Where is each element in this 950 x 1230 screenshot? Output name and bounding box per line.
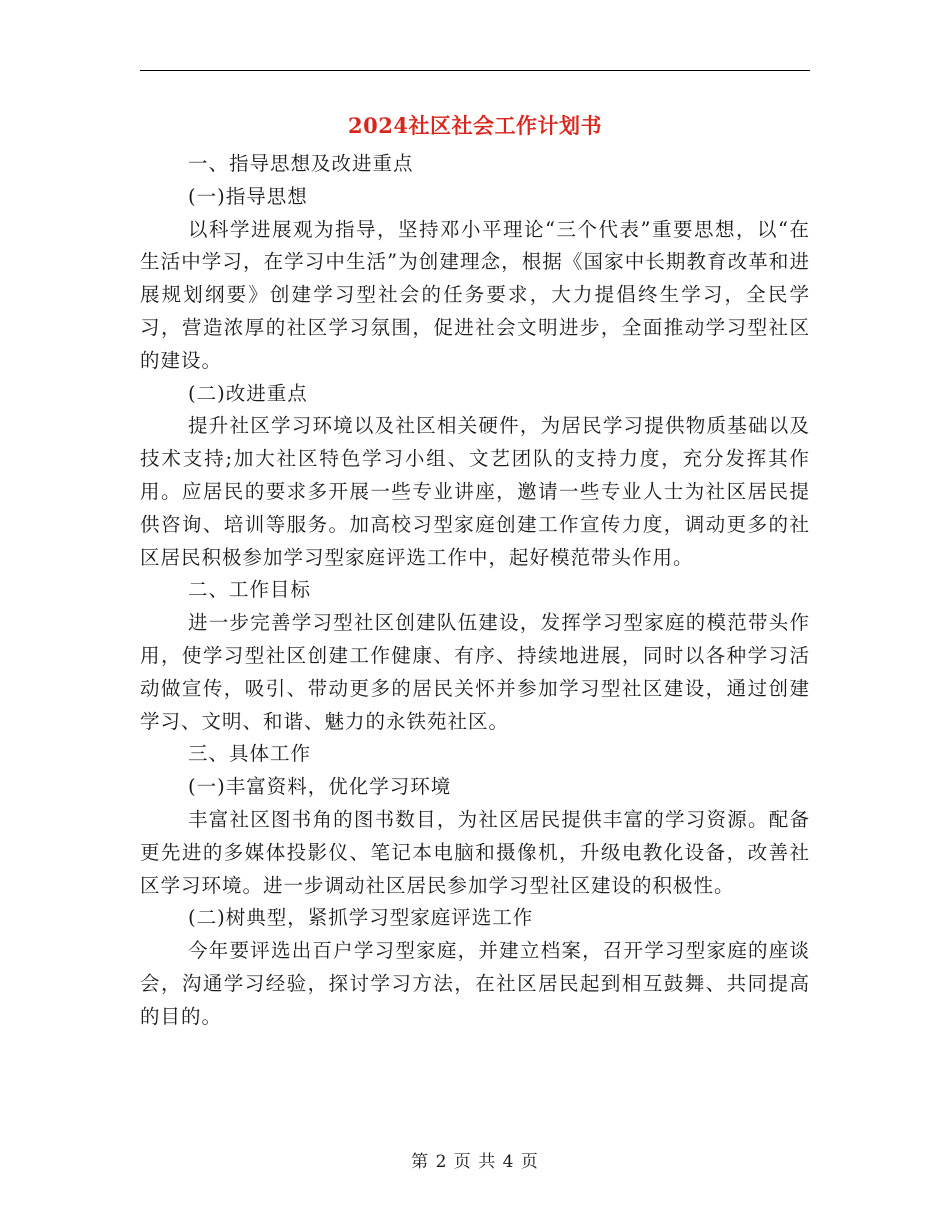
paragraph-enrich-resources: 丰富社区图书角的图书数目，为社区居民提供丰富的学习资源。配备更先进的多媒体投影仪、笔记本电脑和摄像机，升级电教化设备，改善社区学习环境。进一步调动社区居民参加学习型社区建设的积极性。 [140,807,810,897]
header-rule [140,70,810,71]
subsection-heading-3-1: (一)丰富资料，优化学习环境 [188,775,452,799]
section-heading-3: 三、具体工作 [188,742,312,766]
subsection-heading-3-2: (二)树典型，紧抓学习型家庭评选工作 [188,906,534,930]
paragraph-guiding-thought: 以科学进展观为指导，坚持邓小平理论“三个代表”重要思想，以“在生活中学习，在学习中生活”为创建理念，根据《国家中长期教育改革和进展规划纲要》创建学习型社会的任务要求，大力提倡终生学习，全民学习，营造浓厚的社区学习氛围，促进社会文明进步，全面推动学习型社区的建设。 [140,217,810,372]
document-title: 2024社区社会工作计划书 [348,113,602,138]
subsection-heading-1-2: (二)改进重点 [188,381,308,405]
document-body [140,148,810,1034]
page-number: 第 2 页 共 4 页 [411,1152,539,1172]
paragraph-work-goals: 进一步完善学习型社区创建队伍建设，发挥学习型家庭的模范带头作用，使学习型社区创建工作健康、有序、持续地进展，同时以各种学习活动做宣传，吸引、带动更多的居民关怀并参加学习型社区建设，通过创建学习、文明、和谐、魅力的永铁苑社区。 [140,611,810,733]
section-heading-1: 一、指导思想及改进重点 [188,152,414,175]
paragraph-model-families: 今年要评选出百户学习型家庭，并建立档案，召开学习型家庭的座谈会，沟通学习经验，探讨学习方法，在社区居民起到相互鼓舞、共同提高的目的。 [140,939,810,1028]
section-heading-2: 二、工作目标 [188,578,312,602]
paragraph-improvement-focus: 提升社区学习环境以及社区相关硬件，为居民学习提供物质基础以及技术支持;加大社区特色学习小组、文艺团队的支持力度，充分发挥其作用。应居民的要求多开展一些专业讲座，邀请一些专业人士为社区居民提供咨询、培训等服务。加高校习型家庭创建工作宣传力度，调动更多的社区居民积极参加学习型家庭评选工作中，起好模范带头作用。 [140,414,810,569]
subsection-heading-1-1: (一)指导思想 [188,184,308,208]
